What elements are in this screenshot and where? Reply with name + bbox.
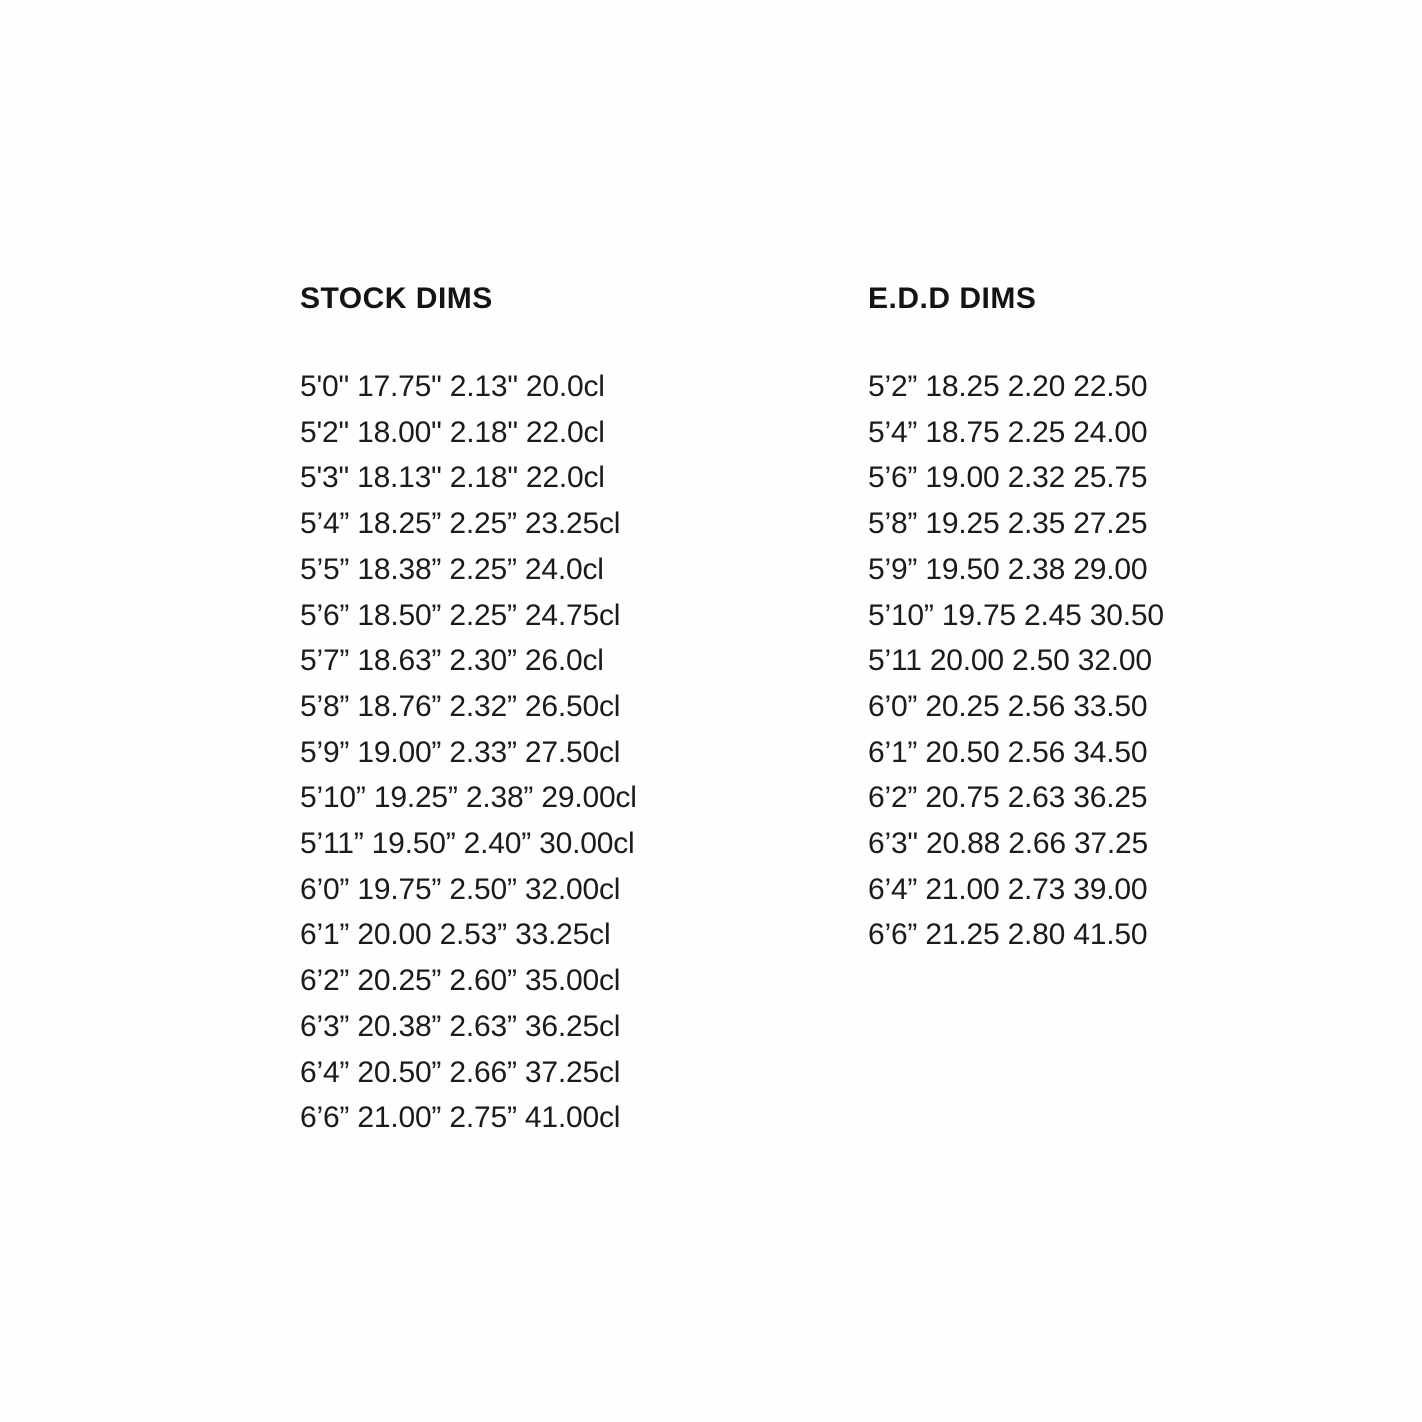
dim-row: 5’8” 19.25 2.35 27.25 bbox=[868, 507, 1148, 541]
dim-row: 5’5” 18.38” 2.25” 24.0cl bbox=[300, 552, 604, 586]
dim-row: 5’11 20.00 2.50 32.00 bbox=[868, 644, 1152, 678]
dim-row: 6’3” 20.38” 2.63” 36.25cl bbox=[300, 1009, 621, 1043]
edd-dims-header: E.D.D DIMS bbox=[868, 282, 1037, 315]
dim-row: 6’4” 21.00 2.73 39.00 bbox=[868, 872, 1148, 906]
dim-row: 6’6” 21.00” 2.75” 41.00cl bbox=[300, 1101, 621, 1135]
dim-row: 5’6” 19.00 2.32 25.75 bbox=[868, 461, 1148, 495]
dim-row: 5'2" 18.00" 2.18" 22.0cl bbox=[300, 415, 605, 449]
dim-row: 5’4” 18.25” 2.25” 23.25cl bbox=[300, 507, 621, 541]
dim-row: 5'3" 18.13" 2.18" 22.0cl bbox=[300, 461, 605, 495]
dim-row: 6’4” 20.50” 2.66” 37.25cl bbox=[300, 1055, 621, 1089]
stock-dims-rows bbox=[300, 364, 637, 1141]
dim-row: 5’2” 18.25 2.20 22.50 bbox=[868, 370, 1148, 403]
dim-row: 5’9” 19.00” 2.33” 27.50cl bbox=[300, 735, 621, 769]
dim-row: 6’2” 20.75 2.63 36.25 bbox=[868, 781, 1148, 815]
dim-row: 5’11” 19.50” 2.40” 30.00cl bbox=[300, 827, 635, 861]
dim-row: 5’10” 19.75 2.45 30.50 bbox=[868, 598, 1164, 632]
stock-dims-column bbox=[300, 283, 637, 1141]
dim-row: 5’8” 18.76” 2.32” 26.50cl bbox=[300, 689, 621, 723]
dim-row: 6’3" 20.88 2.66 37.25 bbox=[868, 827, 1149, 861]
edd-dims-rows bbox=[868, 364, 1164, 958]
dim-row: 5’7” 18.63” 2.30” 26.0cl bbox=[300, 644, 604, 678]
dim-row: 6’0” 20.25 2.56 33.50 bbox=[868, 689, 1148, 723]
stock-dims-header: STOCK DIMS bbox=[300, 282, 493, 315]
edd-dims-column bbox=[868, 283, 1164, 958]
dim-row: 6’6” 21.25 2.80 41.50 bbox=[868, 918, 1148, 952]
dim-row: 5'0" 17.75" 2.13" 20.0cl bbox=[300, 370, 605, 403]
dim-row: 5’10” 19.25” 2.38” 29.00cl bbox=[300, 781, 637, 815]
dim-row: 5’4” 18.75 2.25 24.00 bbox=[868, 415, 1148, 449]
dim-row: 5’6” 18.50” 2.25” 24.75cl bbox=[300, 598, 621, 632]
dim-row: 5’9” 19.50 2.38 29.00 bbox=[868, 552, 1148, 586]
dim-row: 6’1” 20.50 2.56 34.50 bbox=[868, 735, 1148, 769]
dim-row: 6’1” 20.00 2.53” 33.25cl bbox=[300, 918, 611, 952]
dim-row: 6’0” 19.75” 2.50” 32.00cl bbox=[300, 872, 621, 906]
dim-row: 6’2” 20.25” 2.60” 35.00cl bbox=[300, 964, 621, 998]
